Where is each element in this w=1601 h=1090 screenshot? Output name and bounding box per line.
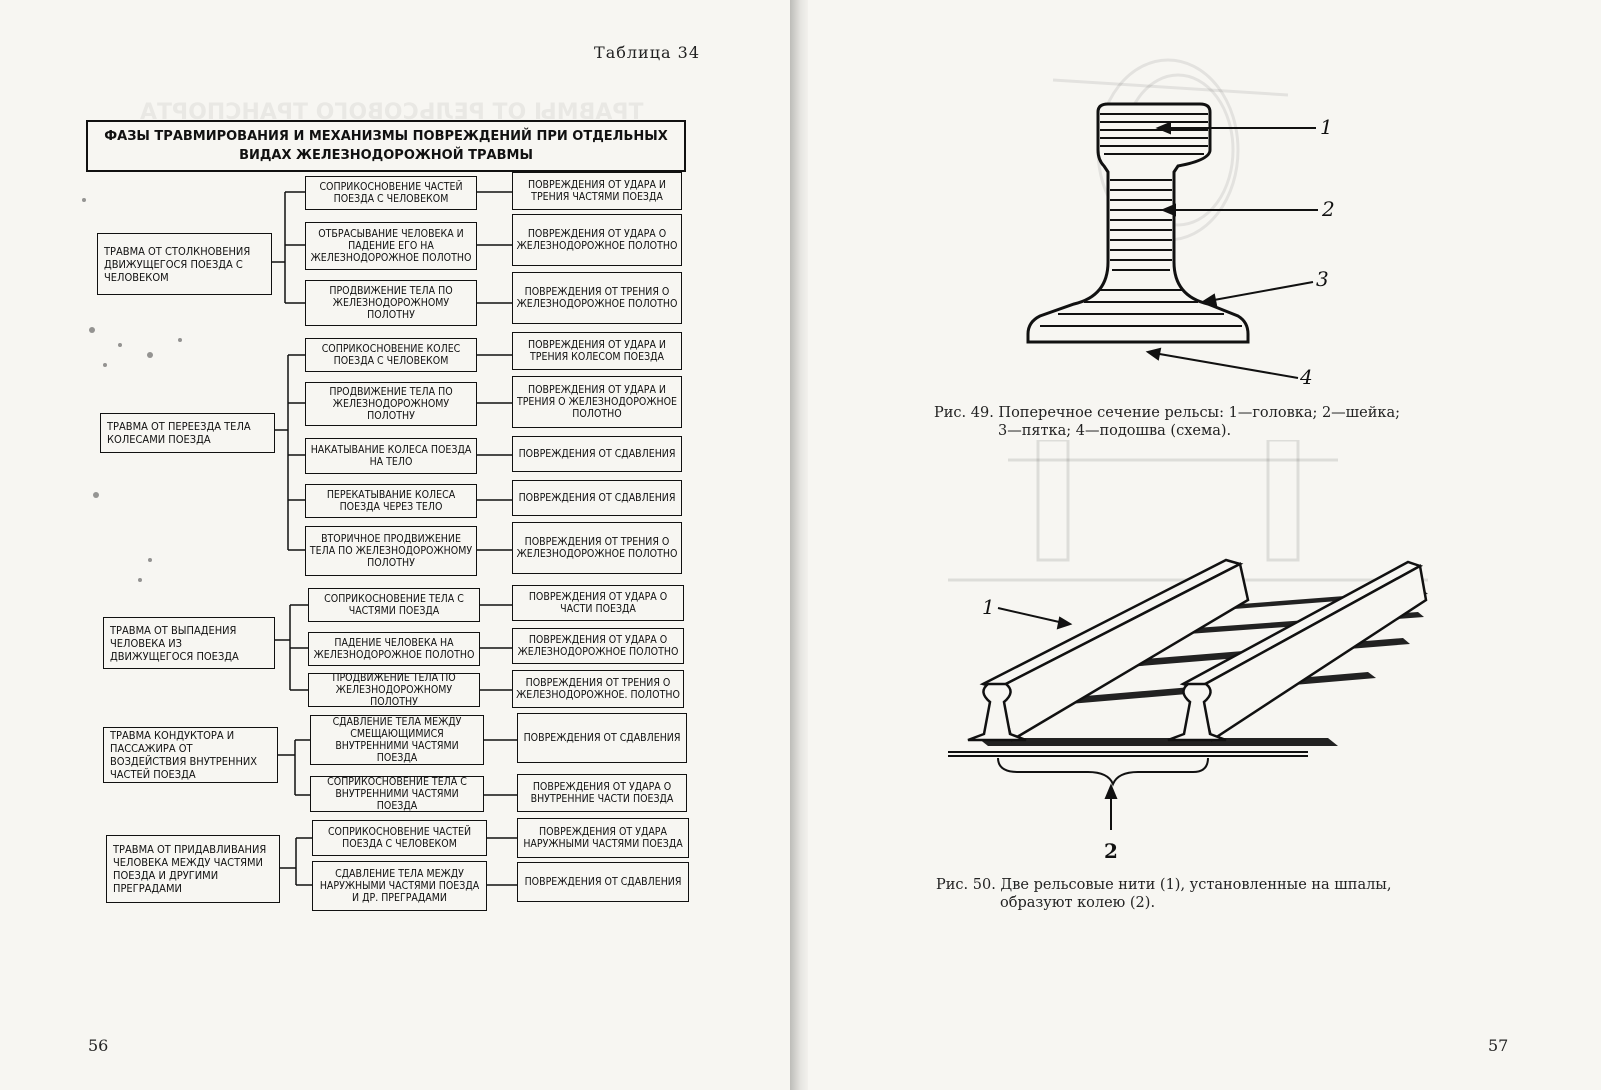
figure-50-caption-line1: Рис. 50. Две рельсовые нити (1), установленные на шпалы,: [936, 877, 1392, 893]
right-page: [808, 0, 1601, 1090]
figure-49-caption-line2: 3—пятка; 4—подошва (схема).: [998, 423, 1232, 439]
damage-box: ПОВРЕЖДЕНИЯ ОТ УДАРА И ТРЕНИЯ О ЖЕЛЕЗНОДОРОЖНОЕ ПОЛОТНО: [512, 376, 682, 428]
table-caption: Таблица 34: [594, 43, 700, 62]
fig49-label-1: 1: [1320, 115, 1333, 139]
cause-box: ТРАВМА ОТ ВЫПАДЕНИЯ ЧЕЛОВЕКА ИЗ ДВИЖУЩЕГОСЯ ПОЕЗДА: [103, 617, 275, 669]
fig49-label-3: 3: [1316, 267, 1329, 291]
damage-box: ПОВРЕЖДЕНИЯ ОТ УДАРА О ЖЕЛЕЗНОДОРОЖНОЕ ПОЛОТНО: [512, 628, 684, 664]
fig50-label-2: 2: [1104, 839, 1118, 863]
cause-box: ТРАВМА ОТ ПЕРЕЕЗДА ТЕЛА КОЛЕСАМИ ПОЕЗДА: [100, 413, 275, 453]
phase-box: НАКАТЫВАНИЕ КОЛЕСА ПОЕЗДА НА ТЕЛО: [305, 438, 477, 474]
phase-box: СОПРИКОСНОВЕНИЕ ТЕЛА С ЧАСТЯМИ ПОЕЗДА: [308, 588, 480, 622]
fig49-label-2: 2: [1322, 197, 1335, 221]
phase-box: СДАВЛЕНИЕ ТЕЛА МЕЖДУ НАРУЖНЫМИ ЧАСТЯМИ ПОЕЗДА И ДР. ПРЕГРАДАМИ: [312, 861, 487, 911]
damage-box: ПОВРЕЖДЕНИЯ ОТ ТРЕНИЯ О ЖЕЛЕЗНОДОРОЖНОЕ. ПОЛОТНО: [512, 670, 684, 708]
damage-box: ПОВРЕЖДЕНИЯ ОТ УДАРА И ТРЕНИЯ ЧАСТЯМИ ПОЕЗДА: [512, 172, 682, 210]
damage-box: ПОВРЕЖДЕНИЯ ОТ СДАВЛЕНИЯ: [517, 713, 687, 763]
damage-box: ПОВРЕЖДЕНИЯ ОТ СДАВЛЕНИЯ: [512, 436, 682, 472]
phase-box: ПРОДВИЖЕНИЕ ТЕЛА ПО ЖЕЛЕЗНОДОРОЖНОМУ ПОЛОТНУ: [305, 280, 477, 326]
figure-49-rail-cross-section: [808, 0, 1601, 400]
figure-50-caption: [936, 876, 1456, 912]
book-gutter: [790, 0, 808, 1090]
phase-box: ПРОДВИЖЕНИЕ ТЕЛА ПО ЖЕЛЕЗНОДОРОЖНОМУ ПОЛОТНУ: [305, 382, 477, 426]
cause-box: ТРАВМА ОТ ПРИДАВЛИВАНИЯ ЧЕЛОВЕКА МЕЖДУ ЧАСТЯМИ ПОЕЗДА И ДРУГИМИ ПРЕГРАДАМИ: [106, 835, 280, 903]
damage-box: ПОВРЕЖДЕНИЯ ОТ ТРЕНИЯ О ЖЕЛЕЗНОДОРОЖНОЕ ПОЛОТНО: [512, 272, 682, 324]
damage-box: ПОВРЕЖДЕНИЯ ОТ ТРЕНИЯ О ЖЕЛЕЗНОДОРОЖНОЕ ПОЛОТНО: [512, 522, 682, 574]
fig50-label-1: 1: [982, 595, 995, 619]
phase-box: СОПРИКОСНОВЕНИЕ ЧАСТЕЙ ПОЕЗДА С ЧЕЛОВЕКОМ: [305, 176, 477, 210]
damage-box: ПОВРЕЖДЕНИЯ ОТ УДАРА О ЖЕЛЕЗНОДОРОЖНОЕ ПОЛОТНО: [512, 214, 682, 266]
damage-box: ПОВРЕЖДЕНИЯ ОТ УДАРА О ЧАСТИ ПОЕЗДА: [512, 585, 684, 621]
bleed-through-text: ТРАВМЫ ОТ РЕЛЬСОВОГО ТРАНСПОРТА: [140, 100, 644, 125]
figure-50-rails-on-sleepers: [808, 440, 1601, 870]
phase-box: ПЕРЕКАТЫВАНИЕ КОЛЕСА ПОЕЗДА ЧЕРЕЗ ТЕЛО: [305, 484, 477, 518]
fig49-label-4: 4: [1300, 365, 1313, 389]
cause-box: ТРАВМА КОНДУКТОРА И ПАССАЖИРА ОТ ВОЗДЕЙСТВИЯ ВНУТРЕННИХ ЧАСТЕЙ ПОЕЗДА: [103, 727, 278, 783]
phase-box: СДАВЛЕНИЕ ТЕЛА МЕЖДУ СМЕЩАЮЩИМИСЯ ВНУТРЕННИМИ ЧАСТЯМИ ПОЕЗДА: [310, 715, 484, 765]
damage-box: ПОВРЕЖДЕНИЯ ОТ УДАРА И ТРЕНИЯ КОЛЕСОМ ПОЕЗДА: [512, 332, 682, 370]
page-number-left: 56: [88, 1036, 109, 1055]
figure-49-caption: [934, 404, 1454, 440]
cause-box: ТРАВМА ОТ СТОЛКНОВЕНИЯ ДВИЖУЩЕГОСЯ ПОЕЗДА С ЧЕЛОВЕКОМ: [97, 233, 272, 295]
damage-box: ПОВРЕЖДЕНИЯ ОТ УДАРА НАРУЖНЫМИ ЧАСТЯМИ ПОЕЗДА: [517, 818, 689, 858]
damage-box: ПОВРЕЖДЕНИЯ ОТ СДАВЛЕНИЯ: [512, 480, 682, 516]
damage-box: ПОВРЕЖДЕНИЯ ОТ СДАВЛЕНИЯ: [517, 862, 689, 902]
phase-box: ОТБРАСЫВАНИЕ ЧЕЛОВЕКА И ПАДЕНИЕ ЕГО НА ЖЕЛЕЗНОДОРОЖНОЕ ПОЛОТНО: [305, 222, 477, 270]
figure-49-caption-line1: Рис. 49. Поперечное сечение рельсы: 1—головка; 2—шейка;: [934, 405, 1400, 421]
phase-box: СОПРИКОСНОВЕНИЕ ЧАСТЕЙ ПОЕЗДА С ЧЕЛОВЕКОМ: [312, 820, 487, 856]
page-number-right: 57: [1488, 1036, 1509, 1055]
phase-box: ПРОДВИЖЕНИЕ ТЕЛА ПО ЖЕЛЕЗНОДОРОЖНОМУ ПОЛОТНУ: [308, 673, 480, 707]
phase-box: ПАДЕНИЕ ЧЕЛОВЕКА НА ЖЕЛЕЗНОДОРОЖНОЕ ПОЛОТНО: [308, 632, 480, 666]
phase-box: СОПРИКОСНОВЕНИЕ ТЕЛА С ВНУТРЕННИМИ ЧАСТЯМИ ПОЕЗДА: [310, 776, 484, 812]
table-title: ФАЗЫ ТРАВМИРОВАНИЯ И МЕХАНИЗМЫ ПОВРЕЖДЕНИЙ ПРИ ОТДЕЛЬНЫХ ВИДАХ ЖЕЛЕЗНОДОРОЖНОЙ ТРАВМЫ: [86, 120, 686, 172]
figure-50-caption-line2: образуют колею (2).: [1000, 895, 1156, 911]
left-page: [0, 0, 790, 1090]
damage-box: ПОВРЕЖДЕНИЯ ОТ УДАРА О ВНУТРЕННИЕ ЧАСТИ ПОЕЗДА: [517, 774, 687, 812]
phase-box: ВТОРИЧНОЕ ПРОДВИЖЕНИЕ ТЕЛА ПО ЖЕЛЕЗНОДОРОЖНОМУ ПОЛОТНУ: [305, 526, 477, 576]
phase-box: СОПРИКОСНОВЕНИЕ КОЛЕС ПОЕЗДА С ЧЕЛОВЕКОМ: [305, 338, 477, 372]
